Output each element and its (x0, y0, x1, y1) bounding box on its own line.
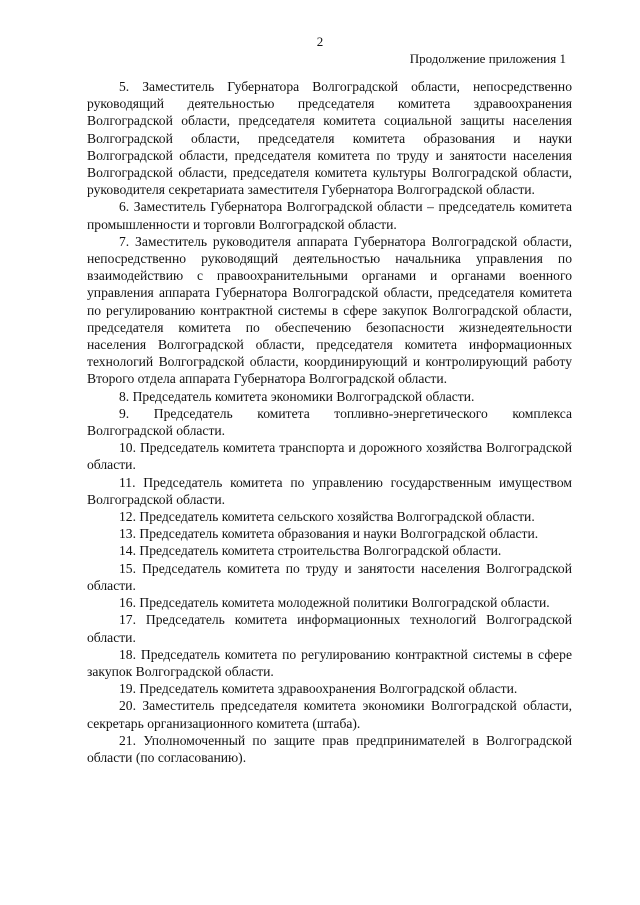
list-item: 14. Председатель комитета строительства Волгоградской области. (119, 543, 502, 559)
continuation-label: Продолжение приложения 1 (409, 51, 566, 66)
list-item: 11. Председатель комитета по управлению государственным имуществом Волгоградской области. (87, 474, 572, 507)
list-item: 19. Председатель комитета здравоохранения Волгоградской области. (119, 681, 518, 697)
list-item: 8. Председатель комитета экономики Волгоградской области. (119, 388, 475, 404)
list-item: 16. Председатель комитета молодежной политики Волгоградской области. (119, 595, 550, 611)
list-item: 5. Заместитель Губернатора Волгоградской области, непосредственно руководящий деятельностью председателя комитета здравоохранения Волгоградской области, председателя комитета социальной защиты населения Волгоградской области, председателя комитета образования и науки Волгоградской области, председателя комитета по труду и занятости населения Волгоградской области, председателя комитета культуры Волгоградской области, руководителя секретариата заместителя Губернатора Волгоградской области. (87, 79, 572, 198)
list-item: 20. Заместитель председателя комитета экономики Волгоградской области, секретарь организационного комитета (штаба). (87, 698, 572, 731)
document-body (87, 78, 572, 766)
page-number: 2 (316, 34, 324, 49)
list-item: 9. Председатель комитета топливно-энергетического комплекса Волгоградской области. (87, 405, 572, 439)
list-item: 13. Председатель комитета образования и науки Волгоградской области. (119, 526, 539, 542)
list-item: 15. Председатель комитета по труду и занятости населения Волгоградской области. (87, 560, 572, 593)
list-item: 7. Заместитель руководителя аппарата Губернатора Волгоградской области, непосредственно руководящий деятельностью начальника управления по взаимодействию с правоохранительными органами и органами военного управления аппарата Губернатора Волгоградской области, председателя комитета по регулированию контрактной системы в сфере закупок Волгоградской области, председателя комитета по обеспечению безопасности жизнедеятельности населения Волгоградской области, председателя комитета информационных технологий Волгоградской области, координирующий и контролирующий работу Второго отдела аппарата Губернатора Волгоградской области. (87, 233, 572, 387)
list-item: 17. Председатель комитета информационных технологий Волгоградской области. (87, 612, 572, 645)
list-item: 18. Председатель комитета по регулированию контрактной системы в сфере закупок Волгоградской области. (87, 646, 572, 679)
list-item: 21. Уполномоченный по защите прав предпринимателей в Волгоградской области (по согласованию). (87, 732, 572, 765)
list-item: 10. Председатель комитета транспорта и дорожного хозяйства Волгоградской области. (87, 440, 572, 473)
list-item: 12. Председатель комитета сельского хозяйства Волгоградской области. (119, 509, 535, 525)
list-item: 6. Заместитель Губернатора Волгоградской области – председатель комитета промышленности и торговли Волгоградской области. (87, 199, 572, 232)
